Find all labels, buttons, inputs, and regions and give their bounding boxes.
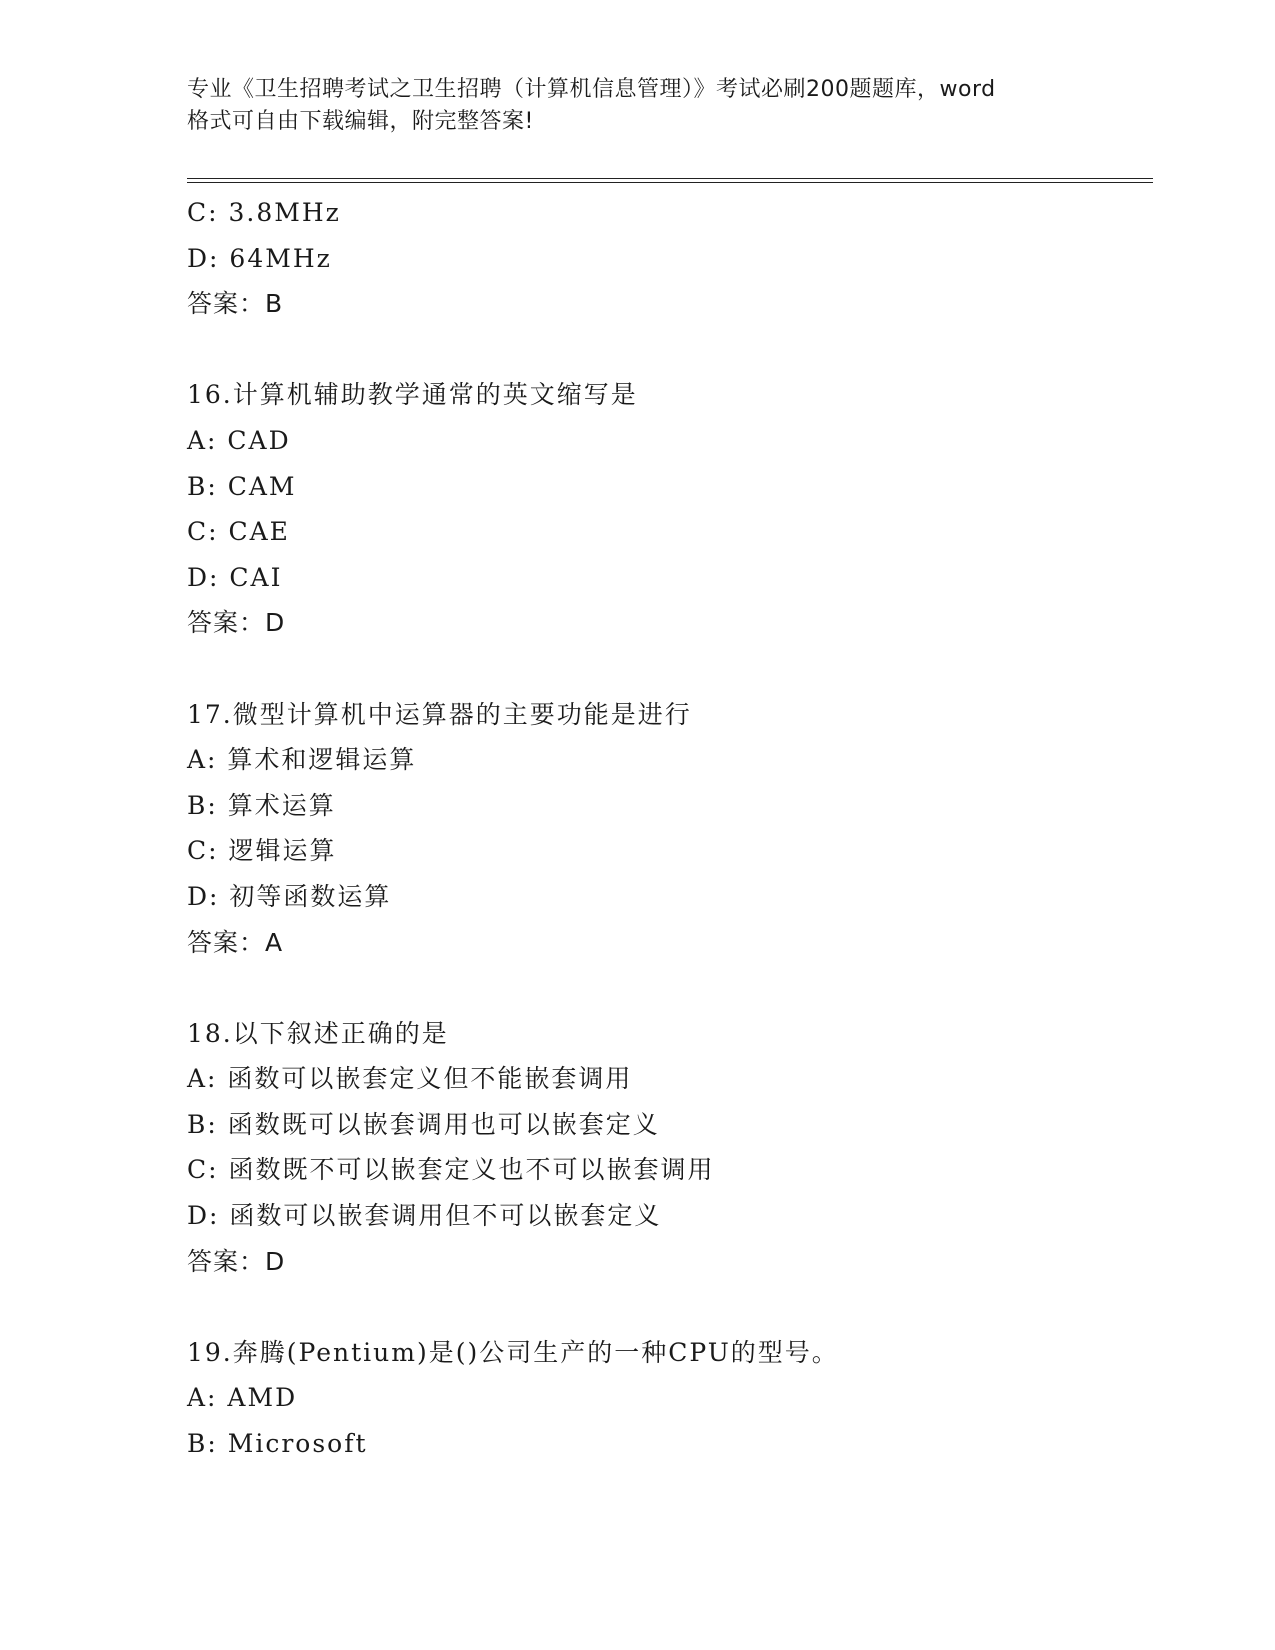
option-d: D: 初等函数运算 [187,881,392,911]
option-a: A: 算术和逻辑运算 [187,745,417,775]
option-d: D: 函数可以嵌套调用但不可以嵌套定义 [187,1201,662,1231]
option-c: C: 3.8MHz [187,198,341,227]
option-c: C: 函数既不可以嵌套定义也不可以嵌套调用 [187,1155,715,1185]
question-15-continued [187,190,1153,327]
spacer [187,646,1153,692]
question-18 [187,1011,1153,1285]
question-stem: 19.奔腾(Pentium)是()公司生产的一种CPU的型号。 [187,1337,839,1367]
answer-line: 答案：B [187,289,284,319]
spacer [187,965,1153,1011]
option-b: B: CAM [187,471,297,501]
option-a: A: CAD [187,425,291,455]
option-b: B: Microsoft [187,1429,368,1459]
option-c: C: 逻辑运算 [187,836,337,866]
option-a: A: 函数可以嵌套定义但不能嵌套调用 [187,1064,633,1094]
option-b: B: 函数既可以嵌套调用也可以嵌套定义 [187,1109,660,1139]
question-stem: 16.计算机辅助教学通常的英文缩写是 [187,380,638,410]
question-stem: 18.以下叙述正确的是 [187,1018,449,1048]
question-19 [187,1330,1153,1467]
option-c: C: CAE [187,517,290,547]
document-header [187,74,1087,138]
option-d: D: 64MHz [187,243,332,273]
answer-line: 答案：A [187,927,284,957]
spacer [187,1284,1153,1330]
question-17 [187,692,1153,966]
option-d: D: CAI [187,562,283,592]
answer-line: 答案：D [187,608,286,638]
option-b: B: 算术运算 [187,790,336,820]
question-stem: 17.微型计算机中运算器的主要功能是进行 [187,699,692,729]
option-a: A: AMD [187,1383,298,1413]
question-list [187,190,1153,1467]
spacer [187,327,1153,373]
header-divider [187,178,1153,183]
header-title-line-1: 专业《卫生招聘考试之卫生招聘（计算机信息管理）》考试必刷200题题库，word [187,77,996,102]
question-16 [187,372,1153,646]
header-title-line-2: 格式可自由下载编辑，附完整答案! [187,109,534,134]
answer-line: 答案：D [187,1246,286,1276]
